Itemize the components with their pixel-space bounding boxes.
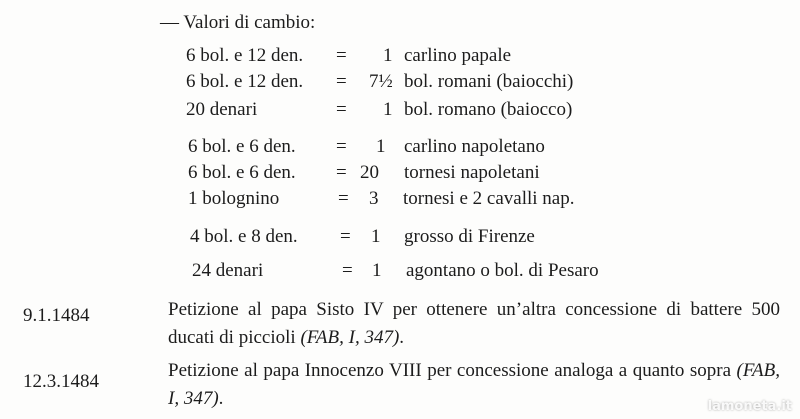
equals-sign: = [336,45,347,66]
rate-number: 1 [376,136,386,157]
rate-rhs: carlino papale [404,45,512,66]
rate-rhs: carlino napoletano [404,136,545,157]
rate-lhs: 6 bol. e 12 den. [186,71,304,92]
equals-sign: = [336,162,347,183]
watermark-text: lamoneta.it [707,399,792,414]
equals-sign: = [336,136,347,157]
rate-rhs: agontano o bol. di Pesaro [406,260,599,281]
rate-rhs: tornesi e 2 cavalli nap. [403,188,575,209]
equals-sign: = [340,226,351,247]
entry-date: 9.1.1484 [23,305,90,326]
entry-text [168,357,780,413]
rate-lhs: 24 denari [192,260,264,281]
entry-body: Petizione al papa Sisto IV per ottenere un’altra concessione di battere 500 ducati di piccioli [168,299,780,348]
entry-reference: (FAB, I, 347) [300,327,400,348]
rate-rhs: bol. romano (baiocco) [404,99,573,120]
equals-sign: = [336,99,347,120]
rate-number: 20 [360,162,379,183]
rate-rhs: bol. romani (baiocchi) [404,71,574,92]
entry-date: 12.3.1484 [23,371,99,392]
rate-number: 1 [372,260,382,281]
equals-sign: = [336,71,347,92]
exchange-heading: — Valori di cambio: [160,12,316,33]
entry-reference: (FAB, I, 347) [168,360,780,409]
rate-number: 1 [383,45,393,66]
rate-rhs: tornesi napoletani [404,162,540,183]
rate-number: 1 [371,226,381,247]
rate-lhs: 20 denari [186,99,258,120]
rate-lhs: 4 bol. e 8 den. [190,226,298,247]
rate-lhs: 6 bol. e 12 den. [186,45,304,66]
equals-sign: = [342,260,353,281]
equals-sign: = [338,188,349,209]
entry-end: . [218,388,224,409]
entry-text [168,296,780,352]
entry-end: . [399,327,405,348]
rate-lhs: 6 bol. e 6 den. [188,162,296,183]
rate-number: 3 [369,188,379,209]
rate-lhs: 1 bolognino [188,188,280,209]
rate-number: 7½ [369,71,393,92]
rate-lhs: 6 bol. e 6 den. [188,136,296,157]
rate-number: 1 [383,99,393,120]
entry-body: Petizione al papa Innocenzo VIII per concessione analoga a quanto sopra [168,360,732,381]
rate-rhs: grosso di Firenze [404,226,535,247]
